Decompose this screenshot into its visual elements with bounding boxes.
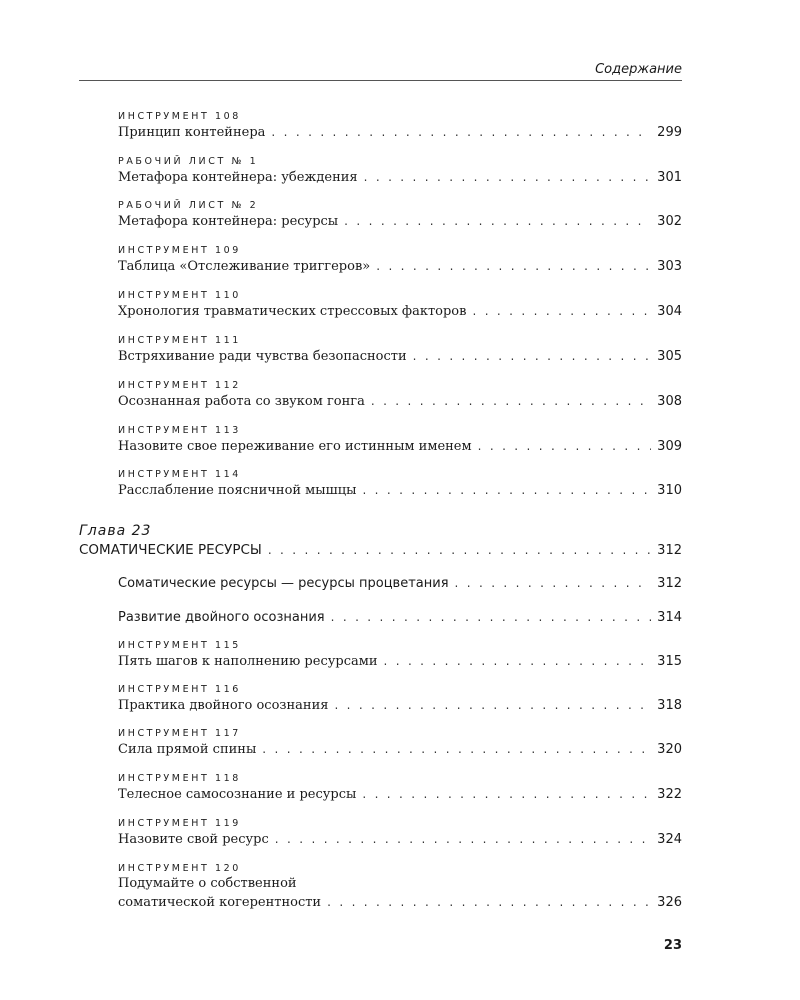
entry-page: 308 [657,394,682,409]
toc-entry-worksheet-2[interactable] [118,200,682,230]
entry-label: ИНСТРУМЕНТ 108 [118,111,241,122]
entry-title: Принцип контейнера [118,125,266,140]
toc-section-resources[interactable] [118,574,682,592]
toc-entry-tool-110[interactable] [118,290,682,320]
footer-page-number: 23 [663,938,682,953]
entry-label: ИНСТРУМЕНТ 109 [118,245,241,256]
entry-title: Хронология травматических стрессовых факторов [118,304,467,319]
entry-page: 299 [657,125,682,140]
entry-label: ИНСТРУМЕНТ 117 [118,728,241,739]
entry-title: Пять шагов к наполнению ресурсами [118,654,378,669]
chapter-title: СОМАТИЧЕСКИЕ РЕСУРСЫ [79,542,262,558]
toc-section-dual-awareness[interactable] [118,608,682,626]
toc-entry-tool-112[interactable] [118,380,682,410]
entry-title: Практика двойного осознания [118,698,329,713]
entry-label: ИНСТРУМЕНТ 119 [118,818,241,829]
entry-title-line2: соматической когерентности [118,895,322,910]
entry-title: Встряхивание ради чувства безопасности [118,349,407,364]
leader-dots [413,347,652,365]
leader-dots [271,123,651,141]
entry-label: ИНСТРУМЕНТ 113 [118,425,241,436]
leader-dots [371,392,651,410]
toc-entry-tool-119[interactable] [118,818,682,848]
chapter-page: 312 [657,543,682,558]
entry-label: ИНСТРУМЕНТ 116 [118,684,241,695]
toc-entry-tool-116[interactable] [118,684,682,714]
entry-label: РАБОЧИЙ ЛИСТ № 2 [118,200,259,211]
leader-dots [364,168,652,186]
entry-title: Метафора контейнера: ресурсы [118,214,339,229]
entry-label: ИНСТРУМЕНТ 114 [118,469,241,480]
entry-title-line1: Подумайте о собственной [118,876,297,891]
entry-page: 305 [657,349,682,364]
header-rule [79,80,682,81]
entry-page: 302 [657,214,682,229]
entry-label: ИНСТРУМЕНТ 111 [118,335,241,346]
entry-page: 310 [657,483,682,498]
section-page: 312 [657,576,682,591]
leader-dots [362,481,651,499]
toc-entry-tool-109[interactable] [118,245,682,275]
section-title: Соматические ресурсы — ресурсы процветания [118,576,449,591]
entry-page: 315 [657,654,682,669]
leader-dots [344,212,651,230]
entry-label: ИНСТРУМЕНТ 110 [118,290,241,301]
entry-label: ИНСТРУМЕНТ 115 [118,640,241,651]
entry-label: ИНСТРУМЕНТ 112 [118,380,241,391]
leader-dots [455,574,652,592]
entry-page: 304 [657,304,682,319]
toc-entry-tool-111[interactable] [118,335,682,365]
toc-entry-tool-114[interactable] [118,469,682,499]
leader-dots [334,696,651,714]
chapter-label: Глава 23 [79,523,152,539]
entry-title: Расслабление поясничной мышцы [118,483,357,498]
toc-entry-tool-120[interactable] [118,863,682,911]
leader-dots [262,740,651,758]
toc-entry-tool-118[interactable] [118,773,682,803]
entry-page: 303 [657,259,682,274]
leader-dots [275,830,651,848]
entry-page: 326 [657,895,682,910]
entry-label: РАБОЧИЙ ЛИСТ № 1 [118,156,259,167]
toc-entry-tool-108[interactable] [118,111,682,141]
leader-dots [362,785,651,803]
entry-title: Назовите свое переживание его истинным именем [118,439,472,454]
toc-entry-tool-117[interactable] [118,728,682,758]
entry-title: Осознанная работа со звуком гонга [118,394,365,409]
entry-title: Назовите свой ресурс [118,832,269,847]
entry-title: Сила прямой спины [118,742,257,757]
entry-page: 301 [657,170,682,185]
entry-page: 309 [657,439,682,454]
leader-dots [478,437,652,455]
entry-page: 320 [657,742,682,757]
leader-dots [384,652,652,670]
section-page: 314 [657,610,682,625]
running-header-title: Содержание [595,62,682,77]
section-title: Развитие двойного осознания [118,610,325,625]
entry-page: 324 [657,832,682,847]
entry-title: Таблица «Отслеживание триггеров» [118,259,371,274]
entry-page: 318 [657,698,682,713]
leader-dots [472,302,651,320]
leader-dots [331,608,652,626]
entry-label: ИНСТРУМЕНТ 118 [118,773,241,784]
entry-page: 322 [657,787,682,802]
leader-dots [268,541,651,559]
entry-title: Телесное самосознание и ресурсы [118,787,357,802]
leader-dots [327,893,651,911]
toc-entry-tool-113[interactable] [118,425,682,455]
entry-title: Метафора контейнера: убеждения [118,170,358,185]
toc-entry-tool-115[interactable] [118,640,682,670]
toc-entry-chapter-23[interactable] [79,541,682,559]
toc-entry-worksheet-1[interactable] [118,156,682,186]
leader-dots [376,257,651,275]
entry-label: ИНСТРУМЕНТ 120 [118,863,241,874]
